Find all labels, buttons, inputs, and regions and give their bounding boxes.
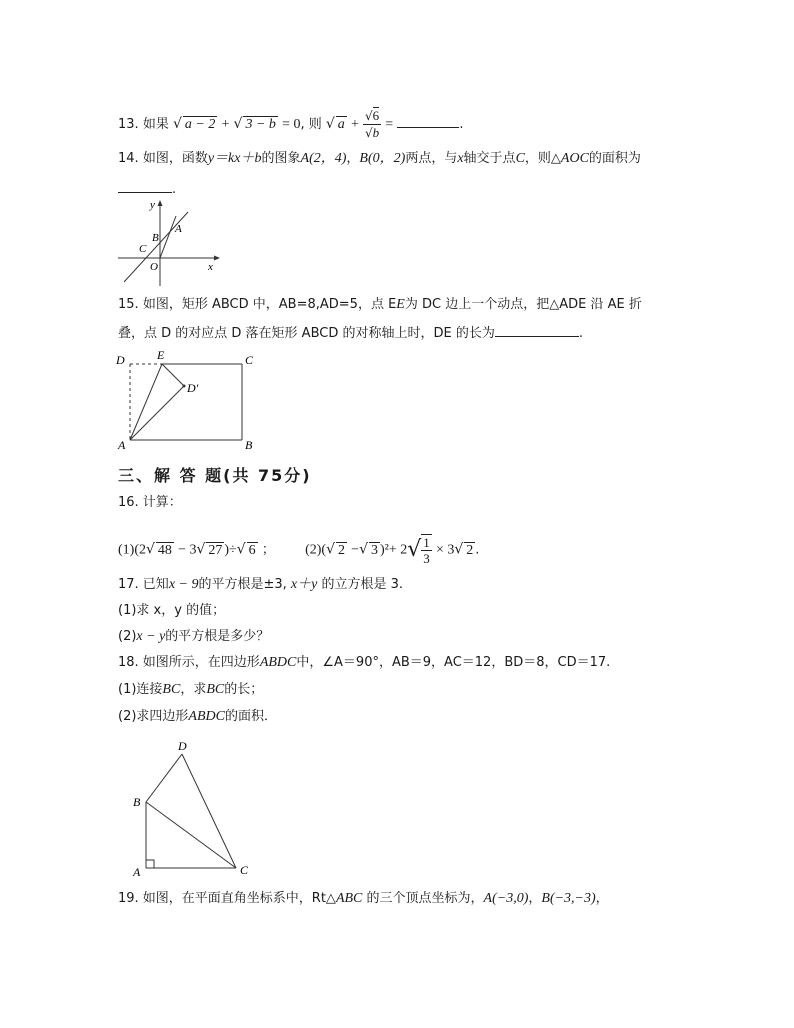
q14-text4: 轴交于点 <box>463 151 516 166</box>
q14-c: C <box>515 151 525 166</box>
q18-l3-pre: (2)求四边形 <box>118 709 189 724</box>
q16-semicolon: ； <box>261 542 275 558</box>
q15-line1: 如图，矩形 ABCD 中，AB=8,AD=5，点 E <box>142 297 397 312</box>
q13-plus: + <box>221 117 230 132</box>
q18-quad-2: ABDC <box>188 709 225 724</box>
q19-sep: ， <box>528 891 542 906</box>
q18-l2-end: 的长； <box>224 682 264 697</box>
question-18-line-2 <box>118 681 263 699</box>
q16-p2-r3: 2 <box>466 542 474 558</box>
q15-answer-blank[interactable] <box>495 322 579 337</box>
figure-15-rectangle <box>112 350 262 450</box>
question-16-label: 16. 计算： <box>118 495 182 510</box>
label-b: B <box>133 795 141 809</box>
q14-function: y＝kx＋b <box>207 151 262 166</box>
q14-text3: 两点，与 <box>405 151 458 166</box>
q14-text: 如图，函数 <box>142 151 208 166</box>
q16-p1-mid: − 3 <box>178 542 197 558</box>
q16-p2-fnum: 1 <box>423 535 430 550</box>
q16-p1-r1: 48 <box>157 542 172 558</box>
radical-sign: √ <box>325 116 335 132</box>
q16-p2-fden: 3 <box>423 551 430 566</box>
q18-bc: BC <box>162 682 181 697</box>
line-oa <box>160 216 176 258</box>
q19-pre: 19. 如图，在平面直角坐标系中，Rt△ <box>118 891 336 906</box>
fold-ed-prime <box>162 364 184 386</box>
q16-p2-fraction <box>421 534 432 566</box>
q19-end: ， <box>595 891 609 906</box>
q16-p2-minus: − <box>351 542 360 558</box>
label-d-prime: D′ <box>187 381 199 395</box>
label-b: B <box>152 232 159 244</box>
q15-line1b: 为 DC 边上一个动点，把△ADE 沿 AE 折 <box>404 297 642 312</box>
q16-p2-r1: 2 <box>338 542 346 558</box>
label-a: A <box>175 223 182 235</box>
q18-l2-mid: ，求 <box>180 682 207 697</box>
q16-p2-times: × 3 <box>435 542 455 558</box>
label-o: O <box>150 261 158 273</box>
q19-tri: ABC <box>335 891 363 906</box>
q15-line2: 叠，点 D 的对应点 D 落在矩形 ABCD 的对称轴上时，DE 的长为 <box>118 326 495 341</box>
q14-text6: 的面积为 <box>588 151 641 166</box>
q17-expr-2: x＋y <box>290 577 318 592</box>
label-a: A <box>118 438 126 450</box>
q13-end: . <box>459 117 464 132</box>
y-axis-arrow <box>158 200 163 206</box>
q16-p1-post: )÷ <box>224 542 237 558</box>
label-b: B <box>245 438 253 450</box>
right-angle-mark <box>146 860 154 868</box>
q13-equals-zero: = 0 <box>282 117 301 132</box>
fold-ad-prime <box>130 386 184 440</box>
q14-x: x <box>457 151 464 166</box>
q18-l3-end: 的面积． <box>224 709 277 724</box>
radical-sign: √ <box>233 116 243 132</box>
q13-radicand-3: a <box>337 117 345 132</box>
side-dc <box>182 754 236 868</box>
q14-aoc: AOC <box>560 151 589 166</box>
label-c: C <box>240 863 249 877</box>
figure-18-quadrilateral <box>128 738 258 880</box>
q13-radicand-1: a − 2 <box>184 117 216 132</box>
q17-l3-expr: x − y <box>136 629 166 644</box>
question-15-line-1 <box>118 296 642 314</box>
q14-sep: ， <box>346 151 360 166</box>
label-d: D <box>178 739 187 753</box>
q15-end: . <box>578 326 583 341</box>
q19-point-a: A(−3,0) <box>483 891 529 906</box>
q16-p2-end: . <box>475 542 480 558</box>
question-19 <box>118 890 609 908</box>
q16-p2-r2: 3 <box>371 542 378 558</box>
question-14 <box>118 150 641 168</box>
q15-number: 15. <box>118 297 139 312</box>
q14-answer-blank[interactable] <box>118 178 172 193</box>
q14-text5: ，则△ <box>524 151 561 166</box>
q13-frac-num: 6 <box>372 108 380 123</box>
label-c: C <box>139 243 147 255</box>
q16-p1-r3: 6 <box>248 542 256 558</box>
label-d: D <box>116 353 125 367</box>
label-x: x <box>208 261 213 273</box>
q14-point-b: B(0，2) <box>359 151 406 166</box>
x-axis-arrow <box>214 256 220 261</box>
question-17-line-1 <box>118 576 403 594</box>
q13-frac-den: b <box>372 125 380 140</box>
label-y: y <box>150 199 155 211</box>
section-heading: 三、解 答 题(共 75分) <box>118 466 312 485</box>
side-bd <box>146 754 182 802</box>
label-a: A <box>133 865 141 879</box>
label-c: C <box>245 353 254 367</box>
fold-ae <box>130 364 162 440</box>
question-13 <box>118 108 463 141</box>
q13-equals: = <box>385 117 394 132</box>
q15-e-italic: E <box>396 297 405 312</box>
q14-text2: 的图象 <box>261 151 301 166</box>
q18-quad: ABDC <box>259 655 297 670</box>
radical-sign: √ <box>172 116 182 132</box>
question-18-line-1 <box>118 654 610 672</box>
q13-plus-2: + <box>350 117 359 132</box>
q17-l3-end: 的平方根是多少？ <box>165 629 270 644</box>
q17-mid: 的平方根是±3, <box>198 577 287 592</box>
q16-p2-pre: (2)( <box>305 542 327 558</box>
q16-p2-post: )²+ 2 <box>380 542 408 558</box>
q18-rest: 中，∠A＝90°，AB＝9，AC＝12，BD＝8，CD＝17. <box>296 655 611 670</box>
question-18-line-3 <box>118 708 277 726</box>
q13-fraction: $\frac{√6}{√b}$ <box>364 108 380 140</box>
question-17-line-3 <box>118 628 269 646</box>
q16-p1-r2: 27 <box>208 542 223 558</box>
figure-14-graph <box>112 196 222 288</box>
question-16-parts: (1)(2√ 48 − 3√ 27 )÷√ 6 ； (2)(√ 2 −√ 3 )²+ 2√ $\frac{1}{3}$ × 3√ 2 . <box>118 535 480 566</box>
question-17-line-2: (1)求 x，y 的值； <box>118 603 226 618</box>
q19-point-b: B(−3,−3) <box>541 891 596 906</box>
q19-mid: 的三个顶点坐标为， <box>366 891 484 906</box>
q14-end: . <box>172 182 177 197</box>
q17-pre: 17. 已知 <box>118 577 169 592</box>
question-15-line-2 <box>118 322 583 343</box>
q16-p1-pre: (1)(2 <box>118 542 146 558</box>
q18-bc-2: BC <box>206 682 225 697</box>
label-e: E <box>157 350 165 362</box>
q18-pre: 18. 如图所示，在四边形 <box>118 655 260 670</box>
q13-mid: , 则 <box>300 117 322 132</box>
q14-number: 14. <box>118 151 139 166</box>
q14-point-a: A(2，4) <box>300 151 347 166</box>
q18-l2-pre: (1)连接 <box>118 682 163 697</box>
diagonal-bc <box>146 802 236 868</box>
q13-answer-blank[interactable] <box>397 113 459 128</box>
q17-end: 的立方根是 3. <box>321 577 404 592</box>
q13-number: 13. <box>118 117 139 132</box>
q13-radicand-2: 3 − b <box>245 117 276 132</box>
q17-expr-1: x − 9 <box>168 577 199 592</box>
q13-prefix: 如果 <box>142 117 169 132</box>
point-d-prime <box>183 385 186 388</box>
q17-l3-pre: (2) <box>118 629 137 644</box>
